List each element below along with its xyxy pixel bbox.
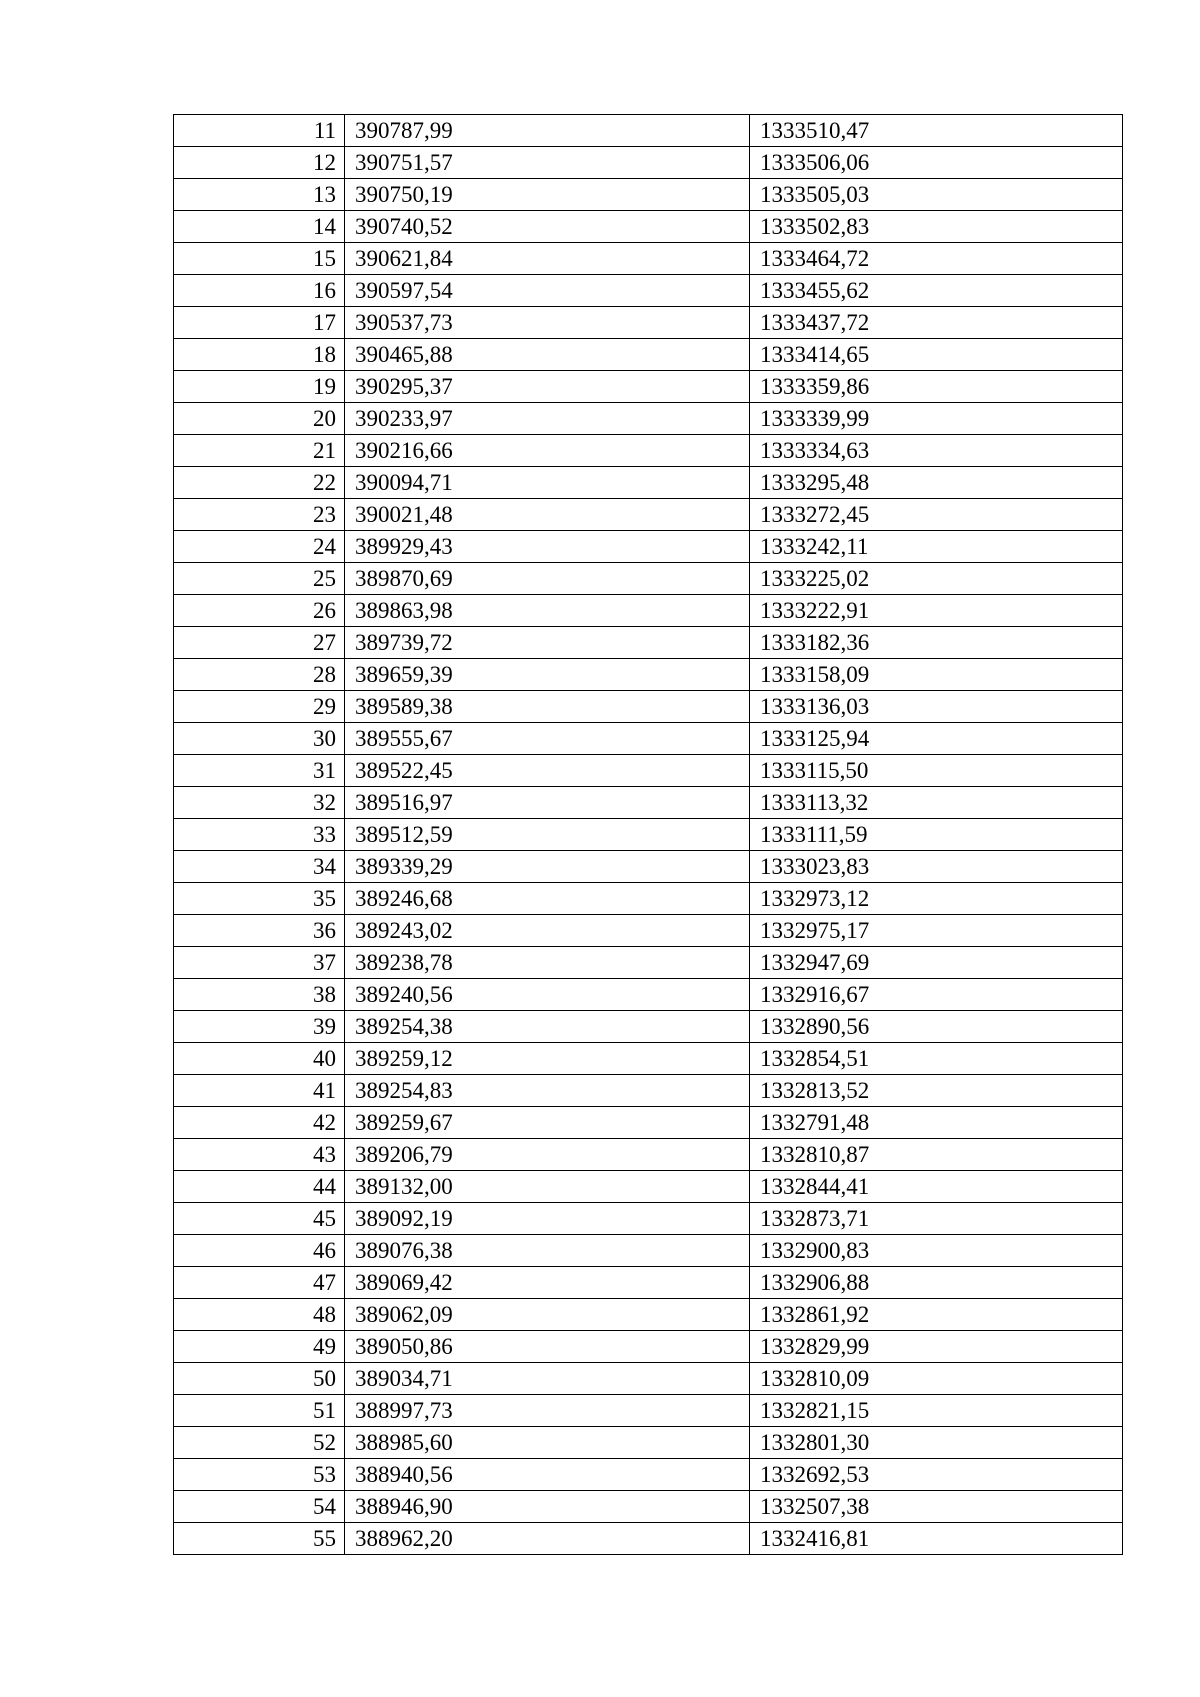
table-row	[174, 1171, 1123, 1203]
x-coordinate-cell: 389243,02	[345, 915, 750, 947]
table-row	[174, 1427, 1123, 1459]
table-row	[174, 563, 1123, 595]
point-number-cell: 16	[174, 275, 345, 307]
point-number-cell: 14	[174, 211, 345, 243]
table-row	[174, 339, 1123, 371]
y-coordinate-cell: 1333510,47	[750, 115, 1123, 147]
x-coordinate-cell: 388997,73	[345, 1395, 750, 1427]
point-number-cell: 22	[174, 467, 345, 499]
x-coordinate-cell: 388985,60	[345, 1427, 750, 1459]
table-row	[174, 1267, 1123, 1299]
y-coordinate-cell: 1332821,15	[750, 1395, 1123, 1427]
point-number-cell: 11	[174, 115, 345, 147]
point-number-cell: 51	[174, 1395, 345, 1427]
point-number-cell: 55	[174, 1523, 345, 1555]
y-coordinate-cell: 1332416,81	[750, 1523, 1123, 1555]
point-number-cell: 34	[174, 851, 345, 883]
y-coordinate-cell: 1333502,83	[750, 211, 1123, 243]
y-coordinate-cell: 1333455,62	[750, 275, 1123, 307]
x-coordinate-cell: 389870,69	[345, 563, 750, 595]
y-coordinate-cell: 1332947,69	[750, 947, 1123, 979]
x-coordinate-cell: 390537,73	[345, 307, 750, 339]
y-coordinate-cell: 1332975,17	[750, 915, 1123, 947]
x-coordinate-cell: 389589,38	[345, 691, 750, 723]
y-coordinate-cell: 1332844,41	[750, 1171, 1123, 1203]
x-coordinate-cell: 390621,84	[345, 243, 750, 275]
y-coordinate-cell: 1332692,53	[750, 1459, 1123, 1491]
table-row	[174, 211, 1123, 243]
table-row	[174, 883, 1123, 915]
x-coordinate-cell: 390295,37	[345, 371, 750, 403]
y-coordinate-cell: 1332861,92	[750, 1299, 1123, 1331]
y-coordinate-cell: 1332890,56	[750, 1011, 1123, 1043]
table-row	[174, 1523, 1123, 1555]
x-coordinate-cell: 389062,09	[345, 1299, 750, 1331]
point-number-cell: 38	[174, 979, 345, 1011]
table-row	[174, 915, 1123, 947]
y-coordinate-cell: 1332854,51	[750, 1043, 1123, 1075]
point-number-cell: 53	[174, 1459, 345, 1491]
x-coordinate-cell: 389050,86	[345, 1331, 750, 1363]
point-number-cell: 30	[174, 723, 345, 755]
x-coordinate-cell: 390597,54	[345, 275, 750, 307]
table-row	[174, 1011, 1123, 1043]
point-number-cell: 37	[174, 947, 345, 979]
y-coordinate-cell: 1333506,06	[750, 147, 1123, 179]
point-number-cell: 26	[174, 595, 345, 627]
point-number-cell: 25	[174, 563, 345, 595]
x-coordinate-cell: 389254,83	[345, 1075, 750, 1107]
y-coordinate-cell: 1333272,45	[750, 499, 1123, 531]
table-row	[174, 243, 1123, 275]
x-coordinate-cell: 389034,71	[345, 1363, 750, 1395]
table-row	[174, 1363, 1123, 1395]
x-coordinate-cell: 389929,43	[345, 531, 750, 563]
table-row	[174, 115, 1123, 147]
point-number-cell: 40	[174, 1043, 345, 1075]
point-number-cell: 45	[174, 1203, 345, 1235]
table-row	[174, 947, 1123, 979]
point-number-cell: 29	[174, 691, 345, 723]
x-coordinate-cell: 389240,56	[345, 979, 750, 1011]
table-row	[174, 1043, 1123, 1075]
point-number-cell: 41	[174, 1075, 345, 1107]
table-row	[174, 755, 1123, 787]
x-coordinate-cell: 390094,71	[345, 467, 750, 499]
table-row	[174, 979, 1123, 1011]
table-row	[174, 1107, 1123, 1139]
point-number-cell: 20	[174, 403, 345, 435]
point-number-cell: 27	[174, 627, 345, 659]
x-coordinate-cell: 389254,38	[345, 1011, 750, 1043]
point-number-cell: 18	[174, 339, 345, 371]
x-coordinate-cell: 390751,57	[345, 147, 750, 179]
x-coordinate-cell: 388940,56	[345, 1459, 750, 1491]
point-number-cell: 49	[174, 1331, 345, 1363]
y-coordinate-cell: 1332829,99	[750, 1331, 1123, 1363]
table-row	[174, 435, 1123, 467]
table-row	[174, 467, 1123, 499]
y-coordinate-cell: 1333222,91	[750, 595, 1123, 627]
table-row	[174, 499, 1123, 531]
x-coordinate-cell: 389132,00	[345, 1171, 750, 1203]
point-number-cell: 21	[174, 435, 345, 467]
point-number-cell: 19	[174, 371, 345, 403]
point-number-cell: 44	[174, 1171, 345, 1203]
point-number-cell: 35	[174, 883, 345, 915]
x-coordinate-cell: 389863,98	[345, 595, 750, 627]
point-number-cell: 23	[174, 499, 345, 531]
x-coordinate-cell: 389238,78	[345, 947, 750, 979]
y-coordinate-cell: 1332900,83	[750, 1235, 1123, 1267]
y-coordinate-cell: 1333334,63	[750, 435, 1123, 467]
table-row	[174, 403, 1123, 435]
table-row	[174, 275, 1123, 307]
table-row	[174, 595, 1123, 627]
point-number-cell: 24	[174, 531, 345, 563]
coordinates-table	[173, 114, 1123, 1555]
y-coordinate-cell: 1333359,86	[750, 371, 1123, 403]
y-coordinate-cell: 1333158,09	[750, 659, 1123, 691]
y-coordinate-cell: 1333111,59	[750, 819, 1123, 851]
y-coordinate-cell: 1333437,72	[750, 307, 1123, 339]
y-coordinate-cell: 1333136,03	[750, 691, 1123, 723]
point-number-cell: 12	[174, 147, 345, 179]
x-coordinate-cell: 389069,42	[345, 1267, 750, 1299]
table-row	[174, 723, 1123, 755]
y-coordinate-cell: 1333295,48	[750, 467, 1123, 499]
point-number-cell: 52	[174, 1427, 345, 1459]
x-coordinate-cell: 390740,52	[345, 211, 750, 243]
table-row	[174, 179, 1123, 211]
y-coordinate-cell: 1333242,11	[750, 531, 1123, 563]
y-coordinate-cell: 1332791,48	[750, 1107, 1123, 1139]
y-coordinate-cell: 1332810,87	[750, 1139, 1123, 1171]
y-coordinate-cell: 1333113,32	[750, 787, 1123, 819]
point-number-cell: 54	[174, 1491, 345, 1523]
table-row	[174, 147, 1123, 179]
x-coordinate-cell: 388946,90	[345, 1491, 750, 1523]
y-coordinate-cell: 1332813,52	[750, 1075, 1123, 1107]
table-row	[174, 1331, 1123, 1363]
table-row	[174, 787, 1123, 819]
y-coordinate-cell: 1332973,12	[750, 883, 1123, 915]
table-row	[174, 1075, 1123, 1107]
y-coordinate-cell: 1333339,99	[750, 403, 1123, 435]
y-coordinate-cell: 1332507,38	[750, 1491, 1123, 1523]
y-coordinate-cell: 1332801,30	[750, 1427, 1123, 1459]
point-number-cell: 28	[174, 659, 345, 691]
y-coordinate-cell: 1332906,88	[750, 1267, 1123, 1299]
y-coordinate-cell: 1332916,67	[750, 979, 1123, 1011]
x-coordinate-cell: 390787,99	[345, 115, 750, 147]
x-coordinate-cell: 390216,66	[345, 435, 750, 467]
point-number-cell: 13	[174, 179, 345, 211]
table-row	[174, 1235, 1123, 1267]
table-row	[174, 659, 1123, 691]
point-number-cell: 39	[174, 1011, 345, 1043]
y-coordinate-cell: 1333464,72	[750, 243, 1123, 275]
y-coordinate-cell: 1332810,09	[750, 1363, 1123, 1395]
table-row	[174, 1203, 1123, 1235]
y-coordinate-cell: 1333414,65	[750, 339, 1123, 371]
point-number-cell: 43	[174, 1139, 345, 1171]
x-coordinate-cell: 389076,38	[345, 1235, 750, 1267]
x-coordinate-cell: 389259,67	[345, 1107, 750, 1139]
point-number-cell: 32	[174, 787, 345, 819]
table-row	[174, 371, 1123, 403]
x-coordinate-cell: 388962,20	[345, 1523, 750, 1555]
table-row	[174, 691, 1123, 723]
x-coordinate-cell: 390233,97	[345, 403, 750, 435]
table-row	[174, 1491, 1123, 1523]
x-coordinate-cell: 389339,29	[345, 851, 750, 883]
point-number-cell: 33	[174, 819, 345, 851]
table-row	[174, 1395, 1123, 1427]
x-coordinate-cell: 389516,97	[345, 787, 750, 819]
x-coordinate-cell: 389259,12	[345, 1043, 750, 1075]
x-coordinate-cell: 389206,79	[345, 1139, 750, 1171]
point-number-cell: 17	[174, 307, 345, 339]
y-coordinate-cell: 1333115,50	[750, 755, 1123, 787]
point-number-cell: 47	[174, 1267, 345, 1299]
point-number-cell: 48	[174, 1299, 345, 1331]
x-coordinate-cell: 389522,45	[345, 755, 750, 787]
x-coordinate-cell: 389739,72	[345, 627, 750, 659]
x-coordinate-cell: 389659,39	[345, 659, 750, 691]
y-coordinate-cell: 1333023,83	[750, 851, 1123, 883]
coordinates-table-body	[174, 115, 1123, 1555]
point-number-cell: 50	[174, 1363, 345, 1395]
y-coordinate-cell: 1333182,36	[750, 627, 1123, 659]
point-number-cell: 46	[174, 1235, 345, 1267]
point-number-cell: 31	[174, 755, 345, 787]
y-coordinate-cell: 1332873,71	[750, 1203, 1123, 1235]
x-coordinate-cell: 389246,68	[345, 883, 750, 915]
y-coordinate-cell: 1333125,94	[750, 723, 1123, 755]
x-coordinate-cell: 390750,19	[345, 179, 750, 211]
y-coordinate-cell: 1333225,02	[750, 563, 1123, 595]
x-coordinate-cell: 389092,19	[345, 1203, 750, 1235]
x-coordinate-cell: 389512,59	[345, 819, 750, 851]
y-coordinate-cell: 1333505,03	[750, 179, 1123, 211]
table-row	[174, 1299, 1123, 1331]
x-coordinate-cell: 389555,67	[345, 723, 750, 755]
point-number-cell: 15	[174, 243, 345, 275]
x-coordinate-cell: 390021,48	[345, 499, 750, 531]
table-row	[174, 851, 1123, 883]
table-row	[174, 1139, 1123, 1171]
point-number-cell: 42	[174, 1107, 345, 1139]
table-row	[174, 819, 1123, 851]
table-row	[174, 1459, 1123, 1491]
table-row	[174, 531, 1123, 563]
point-number-cell: 36	[174, 915, 345, 947]
x-coordinate-cell: 390465,88	[345, 339, 750, 371]
table-row	[174, 307, 1123, 339]
table-row	[174, 627, 1123, 659]
